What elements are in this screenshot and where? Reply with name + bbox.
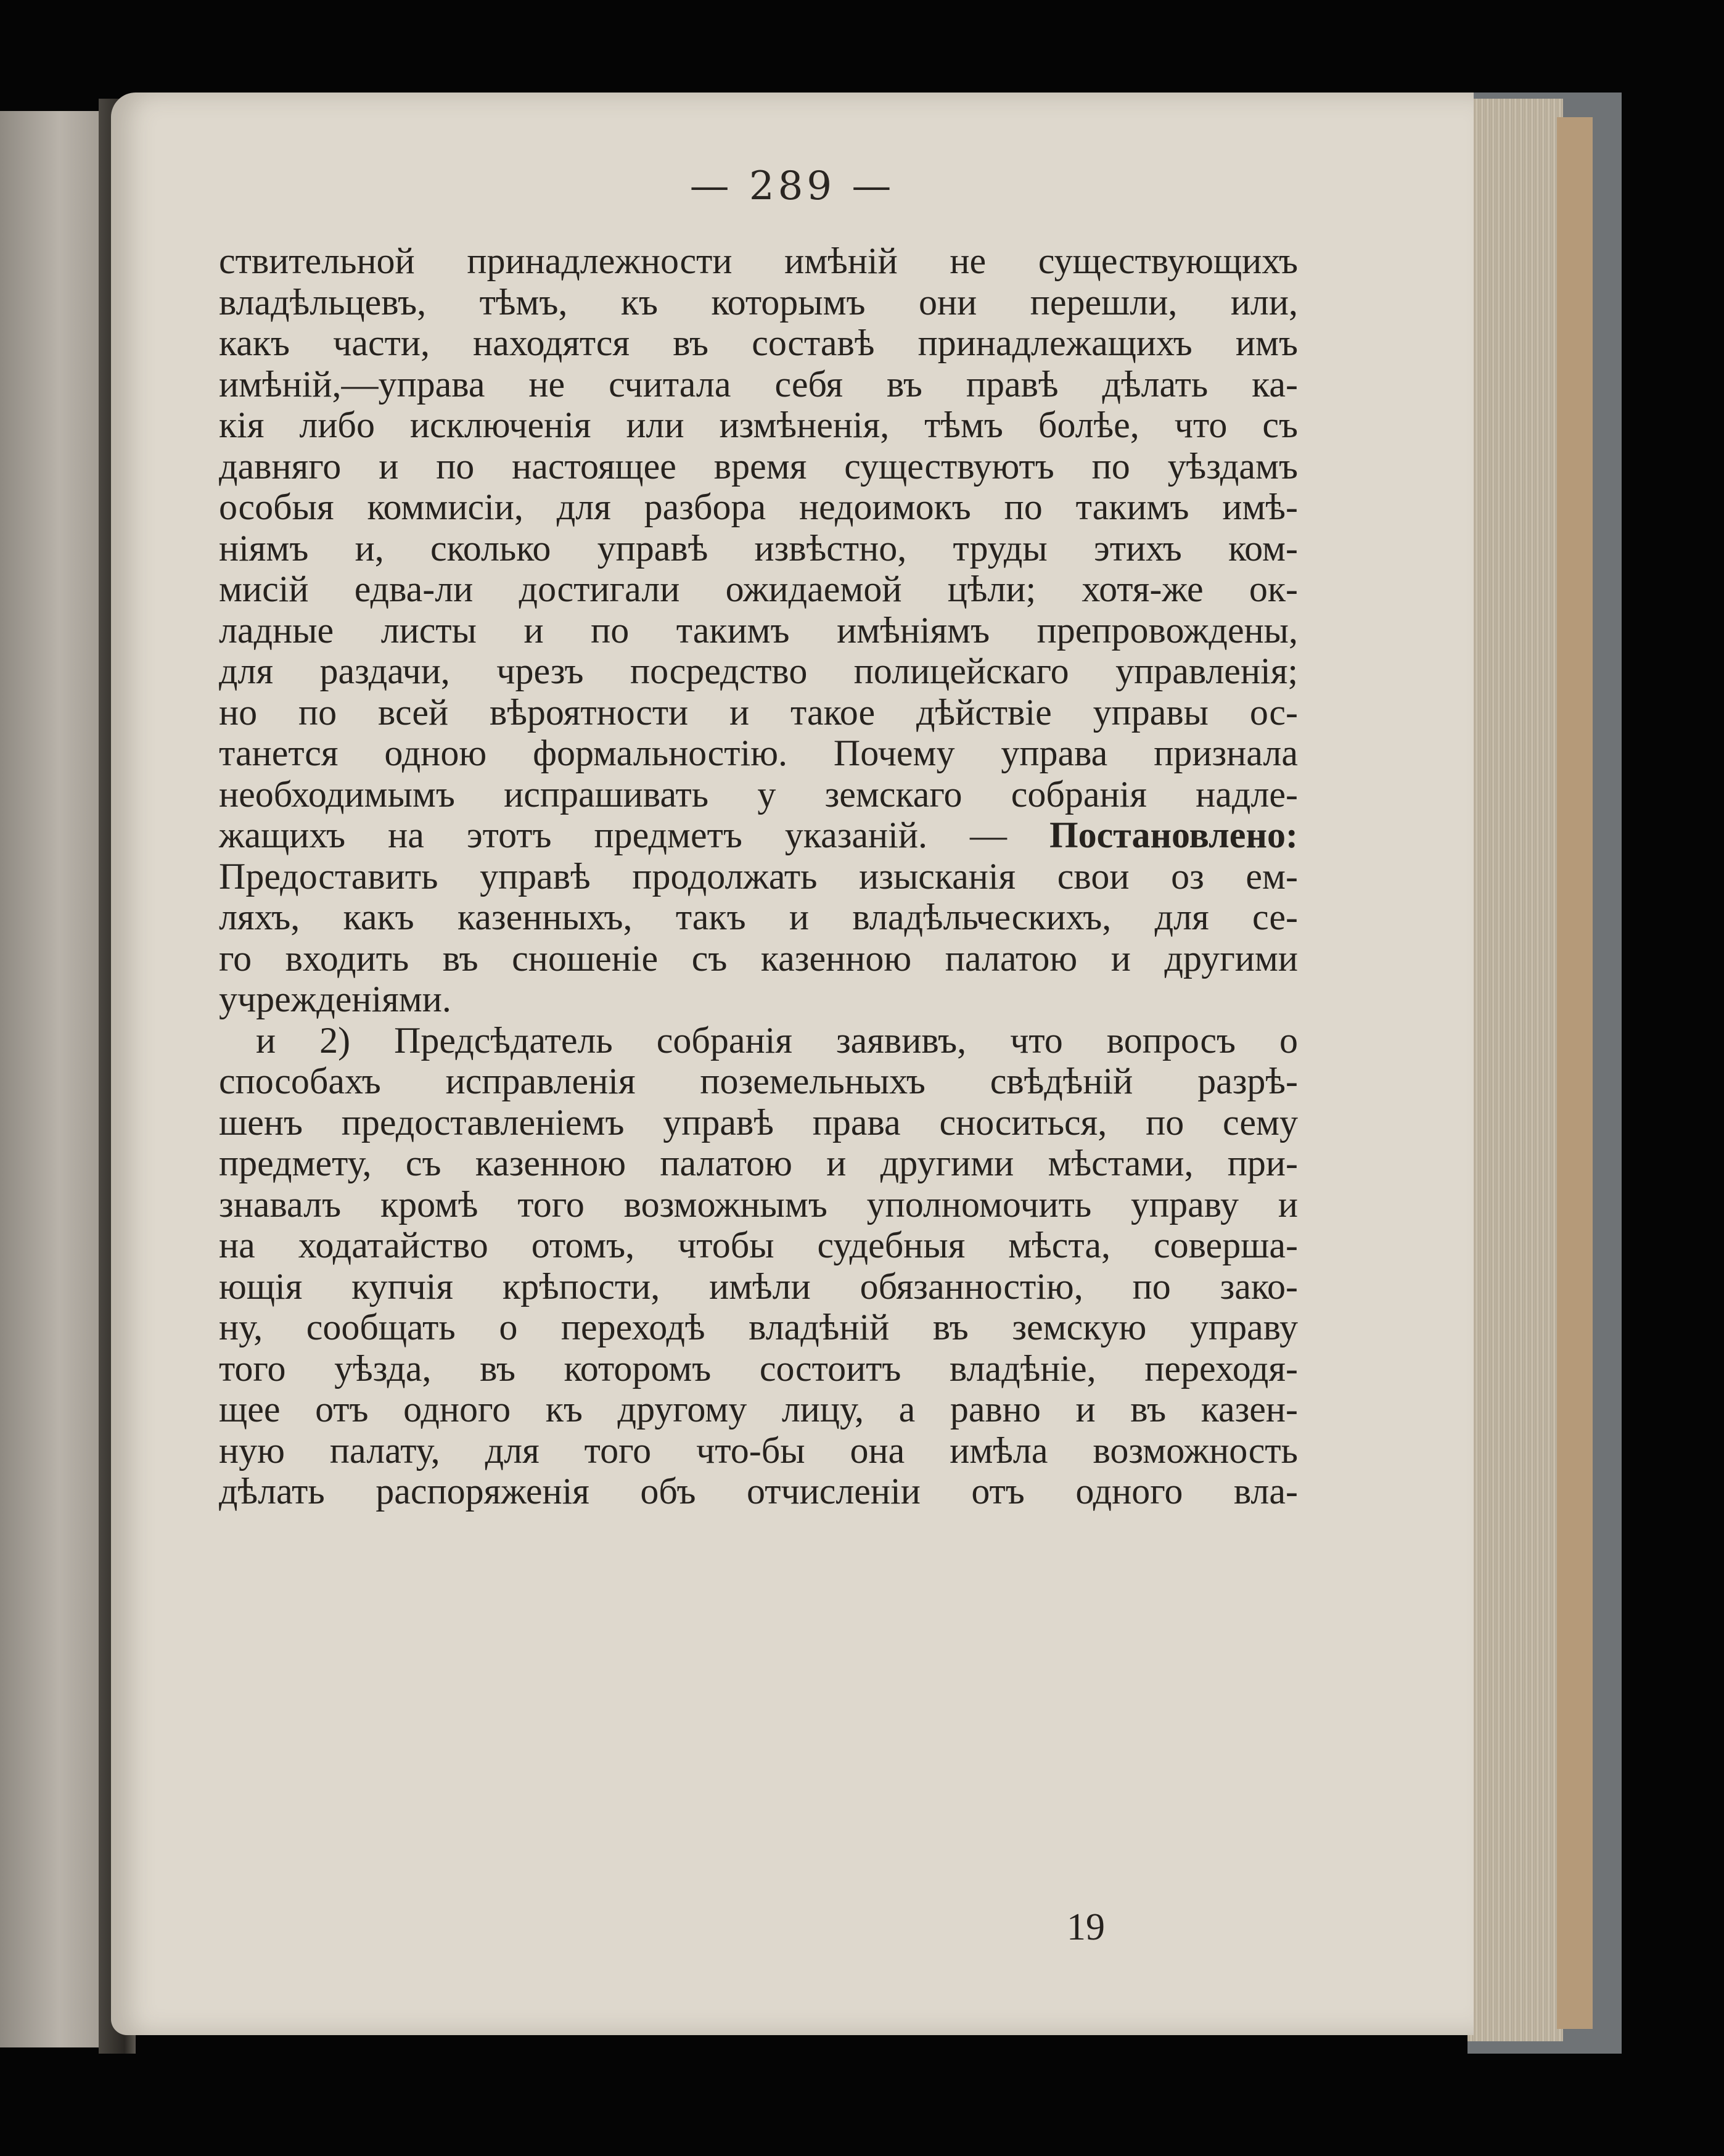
- resolution-heading: Постановлено:: [1049, 815, 1298, 855]
- page-edges: [1467, 99, 1563, 2041]
- text-line: для раздачи, чрезъ посредство полицейскаго управленія;: [219, 651, 1298, 691]
- text-line: ладные листы и по такимъ имѣніямъ препровождены,: [219, 609, 1298, 651]
- text-line: щее отъ одного къ другому лицу, а равно и въ казен-: [219, 1389, 1298, 1430]
- text-line: давняго и по настоящее время существуютъ по уѣздамъ: [219, 445, 1298, 487]
- text-line: особыя коммисіи, для разбора недоимокъ по такимъ имѣ-: [219, 487, 1298, 527]
- text-line: ствительной принадлежности имѣній не существующихъ: [219, 241, 1298, 281]
- text-line: ную палату, для того что-бы она имѣла возможность: [219, 1430, 1298, 1471]
- page-number: — 289 —: [689, 163, 895, 209]
- text-line: ляхъ, какъ казенныхъ, такъ и владѣльческихъ, для се-: [219, 897, 1298, 937]
- book-endpaper: [1557, 117, 1593, 2029]
- text-line: предмету, съ казенною палатою и другими мѣстами, при-: [219, 1143, 1298, 1183]
- text-line-resolution: [219, 815, 1298, 856]
- page-body: [219, 241, 1298, 1512]
- text-line: Предоставить управѣ продолжать изысканія свои оз ем-: [219, 855, 1298, 897]
- text-line: необходимымъ испрашивать у земскаго собранія надле-: [219, 773, 1298, 815]
- text-line: ніямъ и, сколько управѣ извѣстно, труды этихъ ком-: [219, 527, 1298, 569]
- text-line: шенъ предоставленіемъ управѣ права сноситься, по сему: [219, 1101, 1298, 1143]
- text-line: танется одною формальностію. Почему управа признала: [219, 733, 1298, 773]
- text-line: на ходатайство отомъ, чтобы судебныя мѣста, соверша-: [219, 1225, 1298, 1265]
- text-line: имѣній,—управа не считала себя въ правѣ дѣлать ка-: [219, 363, 1298, 405]
- right-page: [111, 93, 1474, 2035]
- text-segment: жащихъ на этотъ предметъ указаній. —: [219, 815, 1049, 855]
- text-line: того уѣзда, въ которомъ состоитъ владѣніе, переходя-: [219, 1348, 1298, 1389]
- text-line: кія либо исключенія или измѣненія, тѣмъ болѣе, что съ: [219, 405, 1298, 445]
- text-line: ну, сообщать о переходѣ владѣній въ земскую управу: [219, 1307, 1298, 1348]
- text-line: владѣльцевъ, тѣмъ, къ которымъ они перешли, или,: [219, 281, 1298, 323]
- text-line: мисій едва-ли достигали ожидаемой цѣли; хотя-же ок-: [219, 569, 1298, 609]
- text-line: го входить въ сношеніе съ казенною палатою и другими: [219, 937, 1298, 979]
- text-line: способахъ исправленія поземельныхъ свѣдѣній разрѣ-: [219, 1061, 1298, 1101]
- text-line: дѣлать распоряженія объ отчисленіи отъ одного вла-: [219, 1471, 1298, 1512]
- signature-mark: 19: [1067, 1906, 1105, 1948]
- text-line: знавалъ кромѣ того возможнымъ уполномочить управу и: [219, 1183, 1298, 1225]
- text-line: какъ части, находятся въ составѣ принадлежащихъ имъ: [219, 323, 1298, 363]
- text-line: но по всей вѣроятности и такое дѣйствіе управы ос-: [219, 691, 1298, 733]
- text-line: ющія купчія крѣпости, имѣли обязанностію, по зако-: [219, 1265, 1298, 1307]
- text-line-paragraph-start: и 2) Предсѣдатель собранія заявивъ, что вопросъ о: [256, 1019, 1298, 1061]
- text-line-paragraph-end: учрежденіями.: [219, 979, 451, 1019]
